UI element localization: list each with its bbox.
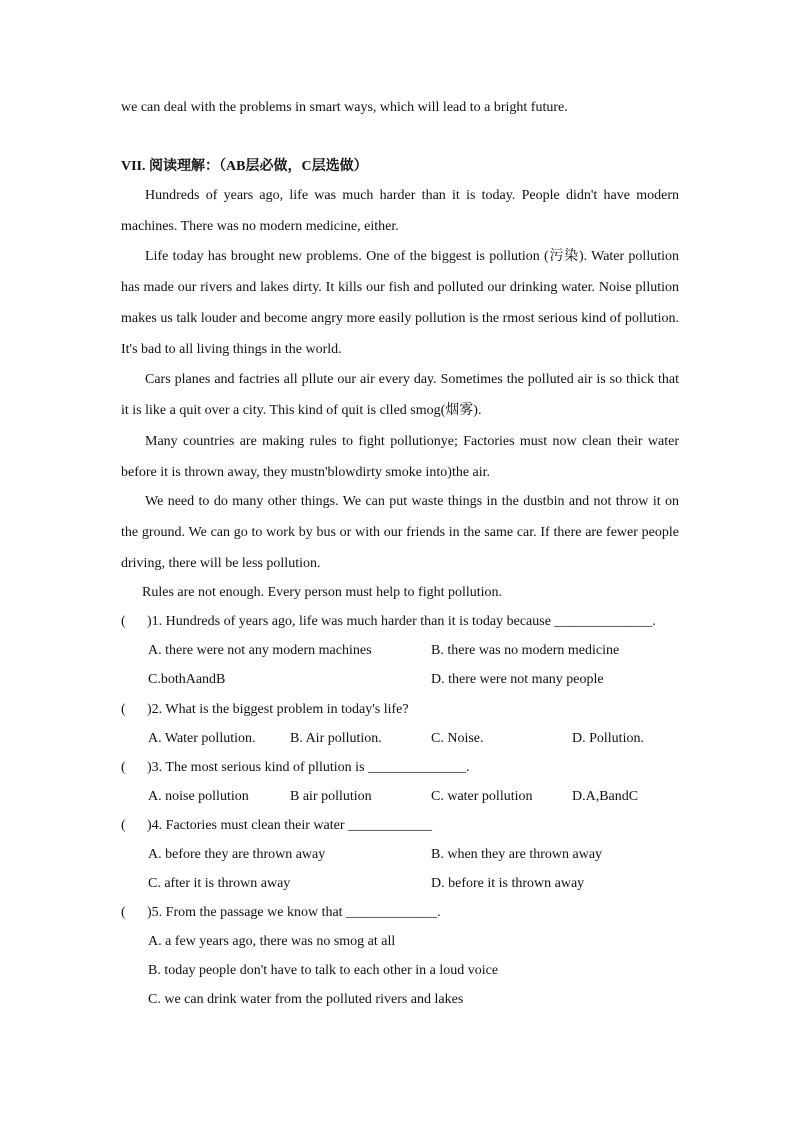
- passage-paragraph-1: Hundreds of years ago, life was much harder than it is today. People didn't have modern machines. There was no modern medicine, either.: [121, 188, 679, 234]
- answer-blank[interactable]: (: [121, 614, 126, 629]
- option-a[interactable]: A. before they are thrown away: [148, 847, 326, 862]
- option-a[interactable]: A. a few years ago, there was no smog at all: [148, 934, 396, 949]
- question-2: [121, 700, 409, 720]
- option-b[interactable]: B. today people don't have to talk to each other in a loud voice: [148, 963, 499, 978]
- passage-paragraph-3: Cars planes and factries all pllute our air every day. Sometimes the polluted air is so thick that it is like a quit over a city. This kind of quit is clled smog(烟雾).: [121, 372, 679, 418]
- section-heading: VII. 阅读理解：（AB层必做，C层选做）: [121, 159, 368, 174]
- answer-blank[interactable]: (: [121, 905, 126, 920]
- option-c[interactable]: C. after it is thrown away: [148, 876, 291, 891]
- answer-blank[interactable]: (: [121, 702, 126, 717]
- option-c[interactable]: C.bothAandB: [148, 672, 226, 687]
- option-b[interactable]: B. Air pollution.: [290, 731, 382, 746]
- answer-blank[interactable]: (: [121, 818, 126, 833]
- passage-paragraph-2: Life today has brought new problems. One of the biggest is pollution (污染). Water pollution has made our rivers and lakes dirty. It kills our fish and polluted our drinking water. Noise pllution makes us talk louder and become angry more easily pollution is the rmost serious kind of pollution. It's bad to all living things in the world.: [121, 249, 679, 357]
- intro-line: we can deal with the problems in smart ways, which will lead to a bright future.: [121, 100, 568, 115]
- question-stem: )1. Hundreds of years ago, life was much harder than it is today because ______________.: [147, 614, 656, 629]
- option-c[interactable]: C. we can drink water from the polluted rivers and lakes: [148, 992, 464, 1007]
- option-c[interactable]: C. water pollution: [431, 789, 533, 804]
- option-c[interactable]: C. Noise.: [431, 731, 484, 746]
- option-b[interactable]: B air pollution: [290, 789, 372, 804]
- answer-blank[interactable]: (: [121, 760, 126, 775]
- passage-paragraph-6: Rules are not enough. Every person must help to fight pollution.: [142, 585, 503, 600]
- question-stem: )4. Factories must clean their water ____________: [147, 818, 432, 833]
- question-stem: )5. From the passage we know that _____________.: [147, 905, 441, 920]
- option-d[interactable]: D. before it is thrown away: [431, 876, 585, 891]
- question-stem: )3. The most serious kind of pllution is ______________.: [147, 760, 470, 775]
- question-3: [121, 758, 470, 778]
- option-a[interactable]: A. there were not any modern machines: [148, 643, 372, 658]
- option-d[interactable]: D. there were not many people: [431, 672, 604, 687]
- passage-paragraph-5: We need to do many other things. We can put waste things in the dustbin and not throw it on the ground. We can go to work by bus or with our friends in the same car. If there are fewer people driving, there will be less pollution.: [121, 494, 679, 571]
- option-b[interactable]: B. there was no modern medicine: [431, 643, 620, 658]
- question-5: [121, 903, 441, 923]
- option-a[interactable]: A. noise pollution: [148, 789, 249, 804]
- option-b[interactable]: B. when they are thrown away: [431, 847, 603, 862]
- question-1: [121, 612, 656, 632]
- question-4: [121, 816, 432, 836]
- passage-paragraph-4: Many countries are making rules to fight pollutionye; Factories must now clean their water before it is thrown away, they mustn'blowdirty smoke into)the air.: [121, 434, 679, 480]
- option-d[interactable]: D. Pollution.: [572, 731, 644, 746]
- option-d[interactable]: D.A,BandC: [572, 789, 639, 804]
- option-a[interactable]: A. Water pollution.: [148, 731, 256, 746]
- question-stem: )2. What is the biggest problem in today's life?: [147, 702, 409, 717]
